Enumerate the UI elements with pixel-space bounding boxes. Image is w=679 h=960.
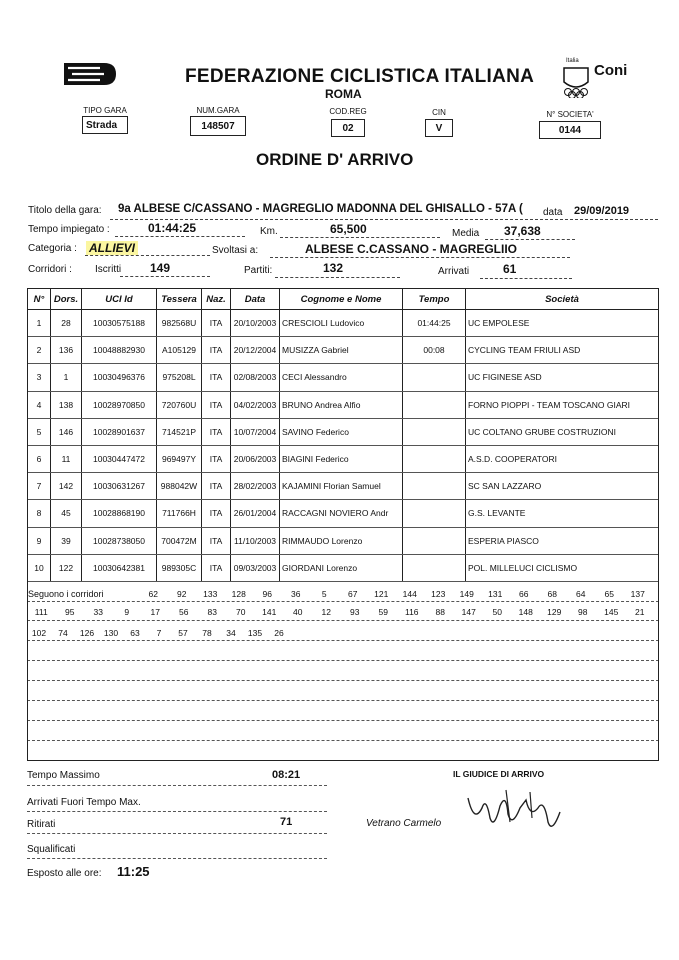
seguono-number: 121: [374, 589, 389, 599]
row-societa: UC FIGINESE ASD: [466, 364, 659, 391]
km-value: 65,500: [330, 222, 367, 236]
footer-rule-3: [27, 833, 327, 834]
col-data: Data: [231, 289, 280, 310]
coni-logo: [558, 58, 638, 98]
row-naz: ITA: [202, 364, 231, 391]
row-uci-id: 10030642381: [82, 554, 157, 581]
row-societa: UC EMPOLESE: [466, 310, 659, 337]
tempo-label: Tempo impiegato :: [28, 224, 110, 235]
row-dors: 138: [51, 391, 82, 418]
row-tempo: [403, 391, 466, 418]
seguono-number: 26: [274, 628, 284, 638]
media-dotline: [485, 239, 575, 240]
tempo-massimo-value: 08:21: [272, 769, 301, 781]
row-societa: FORNO PIOPPI - TEAM TOSCANO GIARI: [466, 391, 659, 418]
seguono-number: 137: [630, 589, 645, 599]
row-n: 3: [28, 364, 51, 391]
row-uci-id: 10030447472: [82, 445, 157, 472]
seguono-number: 7: [156, 628, 162, 638]
seguono-rule-3: [27, 640, 659, 641]
row-dors: 1: [51, 364, 82, 391]
societa-label: N° SOCIETA': [546, 110, 594, 119]
row-tempo: 00:08: [403, 337, 466, 364]
row-n: 1: [28, 310, 51, 337]
row-cognome: CECI Alessandro: [280, 364, 403, 391]
row-tessera: 700472M: [157, 527, 202, 554]
row-n: 2: [28, 337, 51, 364]
seguono-rule-2: [27, 620, 659, 621]
seguono-number: 68: [547, 589, 557, 599]
coni-text: Coni: [594, 62, 628, 79]
seguono-rule-7: [27, 720, 659, 721]
seguono-number: 148: [518, 607, 533, 617]
seguono-line3: [27, 628, 291, 638]
seguono-number: 21: [635, 607, 645, 617]
row-tessera: 989305C: [157, 554, 202, 581]
seguono-number: 149: [459, 589, 474, 599]
coni-italia: Italia: [566, 58, 579, 64]
cod-reg-value: 02: [342, 122, 354, 134]
cod-reg-label: COD.REG: [329, 107, 367, 116]
seguono-number: 95: [65, 607, 75, 617]
row-societa: CYCLING TEAM FRIULI ASD: [466, 337, 659, 364]
row-uci-id: 10030496376: [82, 364, 157, 391]
seguono-number: 129: [547, 607, 562, 617]
federation-name: FEDERAZIONE CICLISTICA ITALIANA: [185, 66, 535, 87]
row-societa: UC COLTANO GRUBE COSTRUZIONI: [466, 418, 659, 445]
row-cognome: RIMMAUDO Lorenzo: [280, 527, 403, 554]
row-data: 09/03/2003: [231, 554, 280, 581]
seguono-number: 141: [262, 607, 277, 617]
arrivati-dotline: [480, 278, 572, 279]
row-naz: ITA: [202, 445, 231, 472]
fci-logo: [60, 60, 118, 88]
arrivati-value: 61: [503, 262, 517, 276]
giudice-name: Vetrano Carmelo: [366, 818, 442, 829]
seguono-number: 128: [231, 589, 246, 599]
table-row: [28, 473, 659, 500]
esposto-label: Esposto alle ore:: [27, 868, 102, 879]
row-n: 5: [28, 418, 51, 445]
row-dors: 136: [51, 337, 82, 364]
iscritti-dotline: [120, 276, 210, 277]
iscritti-label: Iscritti: [95, 264, 122, 275]
societa-value: 0144: [558, 124, 582, 136]
col-naz: Naz.: [202, 289, 231, 310]
row-societa: POL. MILLELUCI CICLISMO: [466, 554, 659, 581]
seguono-rule-8: [27, 740, 659, 741]
row-cognome: BIAGINI Federico: [280, 445, 403, 472]
seguono-number: 111: [34, 607, 48, 617]
seguono-line2: [27, 607, 654, 617]
table-row: [28, 554, 659, 581]
row-naz: ITA: [202, 337, 231, 364]
row-societa: A.S.D. COOPERATORI: [466, 445, 659, 472]
row-societa: SC SAN LAZZARO: [466, 473, 659, 500]
seguono-number: 83: [207, 607, 217, 617]
row-cognome: GIORDANI Lorenzo: [280, 554, 403, 581]
row-tempo: [403, 418, 466, 445]
row-naz: ITA: [202, 554, 231, 581]
categoria-value: ALLIEVI: [86, 241, 138, 255]
row-dors: 45: [51, 500, 82, 527]
seguono-number: 5: [321, 589, 327, 599]
row-cognome: MUSIZZA Gabriel: [280, 337, 403, 364]
media-label: Media: [452, 228, 480, 239]
svoltasi-dotline: [270, 257, 570, 258]
seguono-rule-6: [27, 700, 659, 701]
svoltasi-label: Svoltasi a:: [212, 245, 259, 256]
table-row: [28, 364, 659, 391]
seguono-number: 67: [348, 589, 358, 599]
row-tempo: [403, 473, 466, 500]
row-naz: ITA: [202, 500, 231, 527]
row-naz: ITA: [202, 418, 231, 445]
row-tessera: 982568U: [157, 310, 202, 337]
svoltasi-value: ALBESE C.CASSANO - MAGREGLIIO: [305, 242, 518, 256]
seguono-number: 70: [236, 607, 246, 617]
tipo-gara-box: [82, 116, 128, 134]
seguono-number: 98: [578, 607, 588, 617]
row-societa: G.S. LEVANTE: [466, 500, 659, 527]
row-tempo: [403, 445, 466, 472]
seguono-number: 36: [291, 589, 301, 599]
seguono-number: 12: [321, 607, 331, 617]
categoria-dotline: [85, 255, 210, 256]
row-data: 20/06/2003: [231, 445, 280, 472]
num-gara-box: [190, 116, 246, 136]
table-right-border: [658, 288, 659, 760]
seguono-number: 135: [247, 628, 263, 638]
seguono-number: 74: [58, 628, 68, 638]
societa-box: [539, 121, 601, 139]
num-gara-value: 148507: [201, 120, 235, 132]
row-tempo: 01:44:25: [403, 310, 466, 337]
seguono-number: 50: [492, 607, 502, 617]
row-naz: ITA: [202, 391, 231, 418]
row-data: 20/12/2004: [231, 337, 280, 364]
seguono-number: 102: [31, 628, 47, 638]
row-data: 26/01/2004: [231, 500, 280, 527]
cod-reg-box: [331, 119, 365, 137]
ritirati-label: Ritirati: [27, 819, 56, 830]
footer-rule-1: [27, 785, 327, 786]
col-societa: Società: [466, 289, 659, 310]
seguono-number: 116: [404, 607, 419, 617]
table-row: [28, 310, 659, 337]
table-left-border: [27, 288, 28, 760]
row-uci-id: 10028970850: [82, 391, 157, 418]
row-uci-id: 10028738050: [82, 527, 157, 554]
seguono-number: 34: [226, 628, 236, 638]
num-gara-label: NUM.GARA: [196, 106, 240, 115]
row-dors: 39: [51, 527, 82, 554]
seguono-number: 126: [79, 628, 95, 638]
seguono-number: 88: [435, 607, 445, 617]
row-n: 8: [28, 500, 51, 527]
row-uci-id: 10048882930: [82, 337, 157, 364]
partiti-dotline: [275, 277, 400, 278]
seguono-number: 57: [178, 628, 188, 638]
seguono-number: 147: [461, 607, 476, 617]
row-dors: 28: [51, 310, 82, 337]
titolo-dotline: [110, 219, 658, 220]
row-uci-id: 10028901637: [82, 418, 157, 445]
row-naz: ITA: [202, 527, 231, 554]
row-tessera: 988042W: [157, 473, 202, 500]
table-row: [28, 445, 659, 472]
data-label: data: [543, 207, 563, 218]
row-cognome: CRESCIOLI Ludovico: [280, 310, 403, 337]
row-dors: 142: [51, 473, 82, 500]
seguono-number: 93: [350, 607, 360, 617]
row-uci-id: 10028868190: [82, 500, 157, 527]
col-dors: Dors.: [51, 289, 82, 310]
row-data: 04/02/2003: [231, 391, 280, 418]
row-uci-id: 10030575188: [82, 310, 157, 337]
tempo-value: 01:44:25: [148, 221, 197, 235]
titolo-value: 9a ALBESE C/CASSANO - MAGREGLIO MADONNA DEL GHISALLO - 57A (: [118, 203, 523, 215]
seguono-number: 33: [93, 607, 103, 617]
seguono-line1: [139, 589, 652, 599]
row-naz: ITA: [202, 310, 231, 337]
seguono-number: 59: [378, 607, 388, 617]
titolo-label: Titolo della gara:: [28, 205, 102, 216]
row-tessera: 711766H: [157, 500, 202, 527]
seguono-number: 130: [103, 628, 119, 638]
row-tessera: 714521P: [157, 418, 202, 445]
seguono-number: 96: [262, 589, 272, 599]
row-data: 11/10/2003: [231, 527, 280, 554]
seguono-rule-1: [27, 601, 659, 602]
col-tessera: Tessera: [157, 289, 202, 310]
row-dors: 122: [51, 554, 82, 581]
seguono-number: 144: [402, 589, 417, 599]
row-dors: 146: [51, 418, 82, 445]
partiti-value: 132: [323, 261, 344, 275]
row-n: 10: [28, 554, 51, 581]
seguono-number: 17: [150, 607, 160, 617]
table-bottom-border: [27, 760, 659, 761]
footer-rule-4: [27, 858, 327, 859]
row-n: 4: [28, 391, 51, 418]
row-data: 20/10/2003: [231, 310, 280, 337]
col-uci-id: UCI Id: [82, 289, 157, 310]
row-tempo: [403, 500, 466, 527]
row-data: 28/02/2003: [231, 473, 280, 500]
row-n: 6: [28, 445, 51, 472]
seguono-number: 65: [604, 589, 614, 599]
row-naz: ITA: [202, 473, 231, 500]
cin-value: V: [435, 122, 443, 134]
row-tempo: [403, 554, 466, 581]
squalificati-label: Squalificati: [27, 844, 76, 855]
arrivati-label: Arrivati: [438, 266, 470, 277]
row-tessera: A105129: [157, 337, 202, 364]
col-cognome: Cognome e Nome: [280, 289, 403, 310]
federation-city: ROMA: [325, 87, 362, 101]
row-data: 10/07/2004: [231, 418, 280, 445]
signature: [460, 778, 580, 838]
tempo-massimo-label: Tempo Massimo: [27, 770, 100, 781]
seguono-rule-4: [27, 660, 659, 661]
partiti-label: Partiti:: [244, 265, 273, 276]
row-cognome: KAJAMINI Florian Samuel: [280, 473, 403, 500]
table-row: [28, 500, 659, 527]
row-societa: ESPERIA PIASCO: [466, 527, 659, 554]
seguono-number: 123: [431, 589, 446, 599]
col-tempo: Tempo: [403, 289, 466, 310]
media-value: 37,638: [504, 224, 541, 238]
seguono-number: 78: [202, 628, 212, 638]
table-row: [28, 527, 659, 554]
seguono-number: 145: [604, 607, 619, 617]
table-row: [28, 391, 659, 418]
seguono-number: 131: [488, 589, 503, 599]
seguono-number: 62: [148, 589, 158, 599]
data-value: 29/09/2019: [574, 205, 630, 217]
seguono-number: 63: [130, 628, 140, 638]
row-dors: 11: [51, 445, 82, 472]
table-row: [28, 337, 659, 364]
seguono-number: 9: [124, 607, 130, 617]
fuori-tempo-label: Arrivati Fuori Tempo Max.: [27, 797, 141, 808]
row-tempo: [403, 527, 466, 554]
table-header-row: [28, 289, 659, 310]
seguono-label: Seguono i corridori: [28, 589, 104, 599]
col-n: N°: [28, 289, 51, 310]
seguono-number: 40: [293, 607, 303, 617]
categoria-label: Categoria :: [28, 243, 77, 254]
seguono-number: 64: [576, 589, 586, 599]
row-cognome: RACCAGNI NOVIERO Andr: [280, 500, 403, 527]
corridori-label: Corridori :: [28, 264, 72, 275]
km-label: Km.: [260, 226, 278, 237]
row-cognome: SAVINO Federico: [280, 418, 403, 445]
seguono-number: 66: [519, 589, 529, 599]
tipo-gara-label: TIPO GARA: [83, 106, 127, 115]
footer-rule-2: [27, 811, 327, 812]
tempo-dotline: [115, 236, 245, 237]
cin-box: [425, 119, 453, 137]
row-tessera: 969497Y: [157, 445, 202, 472]
iscritti-value: 149: [150, 261, 171, 275]
km-dotline: [280, 237, 440, 238]
row-n: 9: [28, 527, 51, 554]
seguono-number: 56: [179, 607, 189, 617]
row-tessera: 975208L: [157, 364, 202, 391]
row-tessera: 720760U: [157, 391, 202, 418]
row-uci-id: 10030631267: [82, 473, 157, 500]
row-cognome: BRUNO Andrea Alfio: [280, 391, 403, 418]
giudice-label: IL GIUDICE DI ARRIVO: [453, 769, 545, 779]
seguono-rule-5: [27, 680, 659, 681]
results-table: [27, 288, 659, 582]
cin-label: CIN: [432, 108, 446, 117]
table-row: [28, 418, 659, 445]
row-tempo: [403, 364, 466, 391]
seguono-number: 133: [203, 589, 218, 599]
seguono-number: 92: [177, 589, 187, 599]
row-data: 02/08/2003: [231, 364, 280, 391]
esposto-value: 11:25: [117, 864, 150, 879]
row-n: 7: [28, 473, 51, 500]
ritirati-value: 71: [280, 816, 293, 828]
tipo-gara-value: Strada: [86, 119, 118, 131]
page-title: ORDINE D' ARRIVO: [256, 150, 414, 169]
